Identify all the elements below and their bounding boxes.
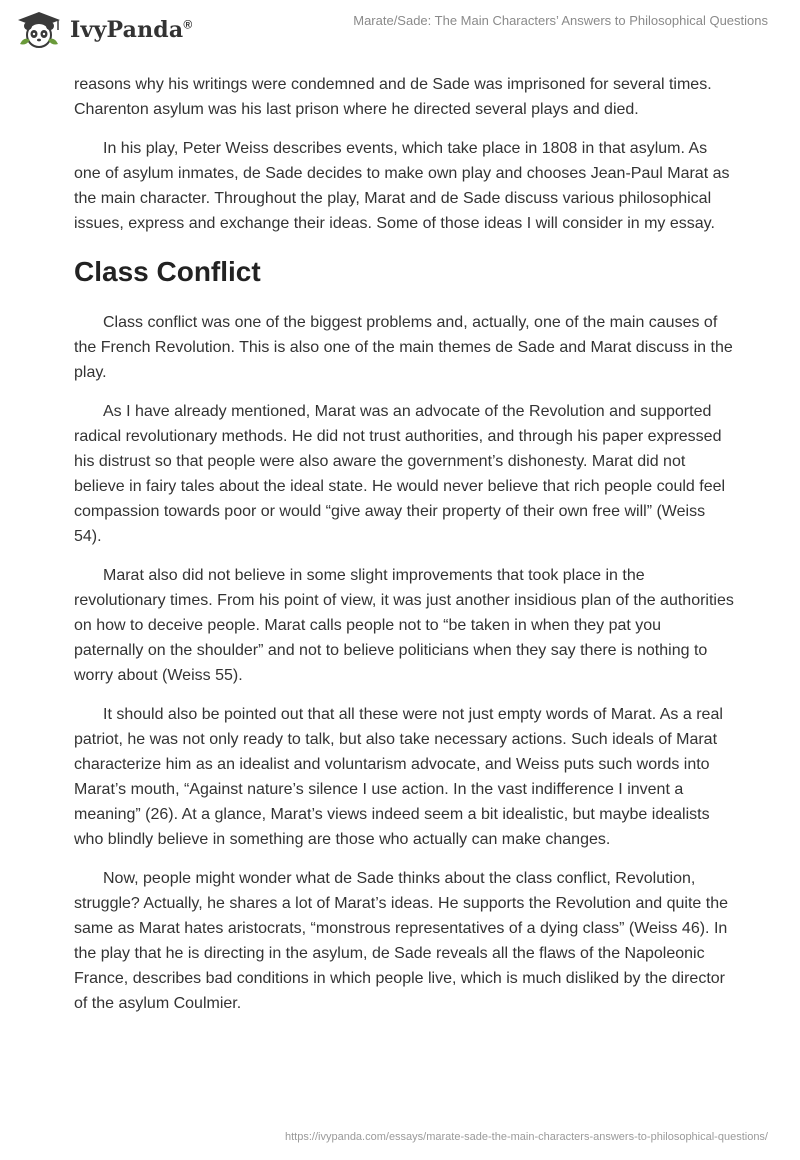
page-header [0, 0, 800, 60]
footer-url-link[interactable]: https://ivypanda.com/essays/marate-sade-the-main-characters-answers-to-philosophical-questions/ [285, 1131, 768, 1143]
logo-text: IvyPanda® [70, 17, 193, 43]
paragraph-play-intro: In his play, Peter Weiss describes events, which take place in 1808 in that asylum. As one of asylum inmates, de Sade decides to make own play and chooses Jean-Paul Marat as the main character. Throughout the play, Marat and de Sade discuss various philosophical issues, express and exchange their ideas. Some of those ideas I will consider in my essay. [74, 140, 730, 232]
panda-logo-icon [14, 10, 64, 50]
document-title: Marate/Sade: The Main Characters’ Answers to Philosophical Questions [353, 13, 768, 28]
paragraph-marat-advocate: As I have already mentioned, Marat was an advocate of the Revolution and supported radical revolutionary methods. He did not trust authorities, and through his paper expressed his distrust so that people were also aware the government’s dishonesty. Marat did not believe in fairy tales about the ideal state. He would never believe that rich people could feel compassion towards poor or would “give away their property of their own free will” (Weiss 54). [74, 403, 726, 545]
ivypanda-logo[interactable] [14, 10, 192, 50]
paragraph-continuation: reasons why his writings were condemned and de Sade was imprisoned for several times. Charenton asylum was his last prison where he directed several plays and died. [74, 76, 712, 118]
paragraph-marat-improvements: Marat also did not believe in some slight improvements that took place in the revolutionary times. From his point of view, it was just another insidious plan of the authorities on how to deceive people. Marat calls people not to “be taken in when they pat you paternally on the shoulder” and not to believe politicians when they say there is nothing to worry about (Weiss 55). [74, 567, 734, 684]
essay-body [74, 72, 734, 1030]
paragraph-marat-actions: It should also be pointed out that all these were not just empty words of Marat. As a real patriot, he was not only ready to talk, but also take necessary actions. Such ideals of Marat characterize him as an idealist and voluntarism advocate, and Weiss puts such words into Marat’s mouth, “Against nature’s silence I use action. In the vast indifference I invent a meaning” (26). At a glance, Marat’s views indeed seem a bit idealistic, but maybe idealists who blindly believe in something are those who actually can make changes. [74, 706, 723, 848]
paragraph-class-conflict-intro: Class conflict was one of the biggest problems and, actually, one of the main causes of the French Revolution. This is also one of the main themes de Sade and Marat discuss in the play. [74, 314, 733, 381]
paragraph-de-sade-views: Now, people might wonder what de Sade thinks about the class conflict, Revolution, struggle? Actually, he shares a lot of Marat’s ideas. He supports the Revolution and quite the same as Marat hates aristocrats, “monstrous representatives of a dying class” (Weiss 46). In the play that he is directing in the asylum, de Sade reveals all the flaws of the Napoleonic France, describes bad conditions in which people live, which is much disliked by the director of the asylum Coulmier. [74, 870, 729, 1012]
section-heading-class-conflict: Class Conflict [74, 256, 261, 287]
registered-mark: ® [183, 17, 193, 32]
